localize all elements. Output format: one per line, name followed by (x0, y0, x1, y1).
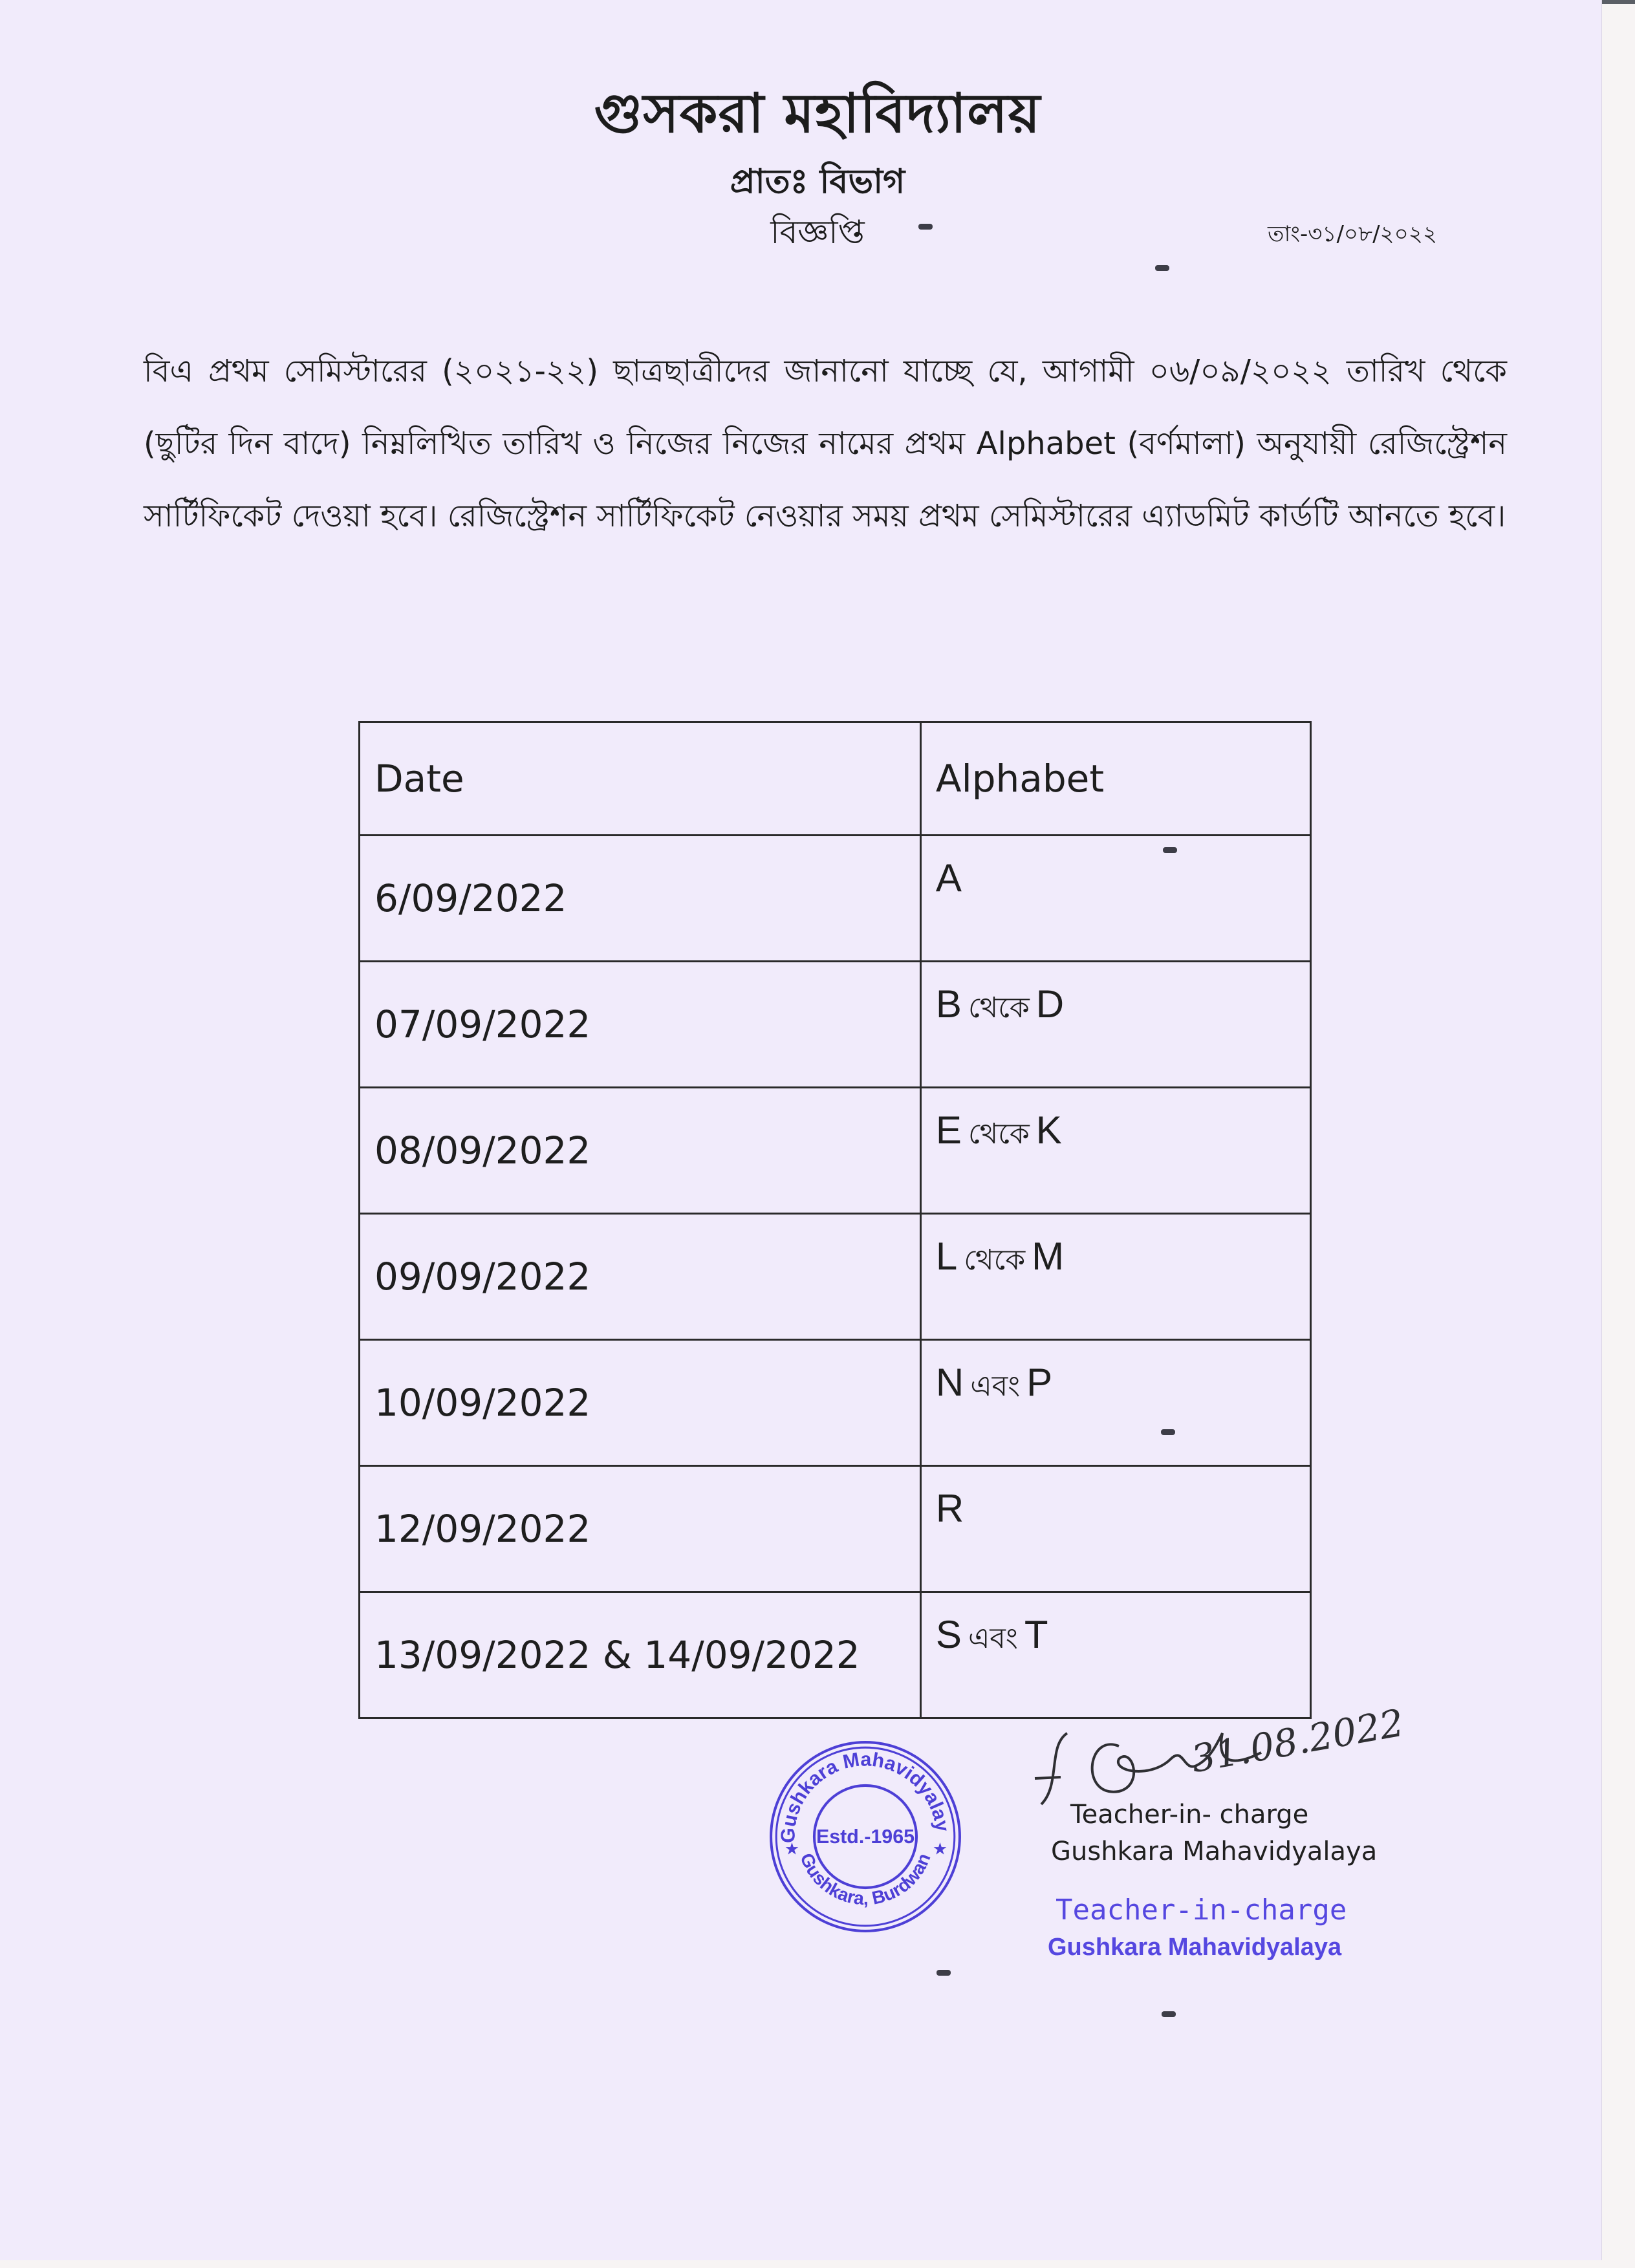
reference-date: তাং-৩১/০৮/২০২২ (1268, 221, 1437, 247)
scan-speck (1155, 265, 1169, 271)
alphabet-from: S (935, 1613, 962, 1656)
table-row (360, 1466, 1311, 1592)
alphabet-from: A (935, 856, 962, 900)
scan-speck (918, 224, 933, 230)
seal-outer-top-text: Gushkara Mahavidyalay (777, 1748, 954, 1844)
date-cell: 08/09/2022 (360, 1088, 921, 1214)
alphabet-conj: থেকে (968, 991, 1030, 1024)
alphabet-cell (920, 1466, 1310, 1592)
department-heading: প্রাতঃ বিভাগ (730, 162, 905, 201)
alphabet-from: E (935, 1108, 962, 1152)
table-row (360, 1340, 1311, 1466)
seal-graphic (767, 1738, 964, 1935)
signatory-designation: Teacher-in- charge (1070, 1800, 1309, 1830)
notice-heading: বিজ্ঞপ্তি (770, 213, 865, 251)
table-row (360, 1088, 1311, 1214)
table-row (360, 962, 1311, 1088)
alphabet-from: L (935, 1235, 958, 1278)
table-row (360, 1592, 1311, 1718)
alphabet-cell (920, 836, 1310, 962)
alphabet-from: B (935, 982, 962, 1026)
alphabet-conj: এবং (968, 1622, 1018, 1655)
date-cell: 12/09/2022 (360, 1466, 921, 1592)
signature-date: 31.08.2022 (1187, 1700, 1407, 1782)
alphabet-conj: থেকে (968, 1118, 1030, 1150)
institution-stamp: Gushkara Mahavidyalaya (1048, 1934, 1342, 1961)
date-cell: 6/09/2022 (360, 836, 921, 962)
alphabet-cell (920, 1088, 1310, 1214)
scan-speck (1163, 847, 1177, 853)
scan-speck (1161, 1429, 1175, 1435)
column-header-alphabet: Alphabet (920, 722, 1310, 836)
scan-speck (937, 1970, 951, 1976)
seal-outer-bottom-text: Gushkara, Burdwan (796, 1850, 935, 1910)
star-icon: ★ (785, 1841, 799, 1857)
date-cell: 07/09/2022 (360, 962, 921, 1088)
date-cell: 13/09/2022 & 14/09/2022 (360, 1592, 921, 1718)
alphabet-to: K (1035, 1108, 1062, 1152)
alphabet-to: T (1024, 1613, 1048, 1656)
schedule-table (358, 721, 1312, 1719)
alphabet-from: R (935, 1487, 964, 1530)
alphabet-to: M (1032, 1235, 1065, 1278)
table-header-row (360, 722, 1311, 836)
alphabet-cell (920, 1592, 1310, 1718)
table-row (360, 836, 1311, 962)
institution-title: গুসকরা মহাবিদ্যালয় (594, 81, 1041, 145)
date-cell: 10/09/2022 (360, 1340, 921, 1466)
scan-edge (1602, 0, 1635, 4)
signatory-institution: Gushkara Mahavidyalaya (1051, 1837, 1378, 1866)
alphabet-conj: থেকে (964, 1244, 1026, 1277)
date-cell: 09/09/2022 (360, 1214, 921, 1340)
table-row (360, 1214, 1311, 1340)
alphabet-cell (920, 1214, 1310, 1340)
alphabet-cell (920, 1340, 1310, 1466)
designation-stamp: Teacher-in-charge (1056, 1894, 1347, 1927)
column-header-date: Date (360, 722, 921, 836)
college-seal (767, 1738, 964, 1935)
alphabet-cell (920, 962, 1310, 1088)
seal-center-text: Estd.-1965 (816, 1826, 915, 1848)
notice-body: বিএ প্রথম সেমিস্টারের (২০২১-২২) ছাত্রছাত্রীদের জানানো যাচ্ছে যে, আগামী ০৬/০৯/২০২২ তারিখ থেকে (ছুটির দিন বাদে) নিম্নলিখিত তারিখ ও নিজের নিজের নামের প্রথম Alphabet (বর্ণমালা) অনুযায়ী রেজিস্ট্রেশন সার্টিফিকেট দেওয়া হবে। রেজিস্ট্রেশন সার্টিফিকেট নেওয়ার সময় প্রথম সেমিস্টারের এ্যাডমিট কার্ডটি আনতে হবে। (144, 353, 1507, 534)
alphabet-to: D (1035, 982, 1065, 1026)
alphabet-from: N (935, 1361, 964, 1404)
scan-speck (1162, 2011, 1176, 2017)
alphabet-to: P (1026, 1361, 1053, 1404)
star-icon: ★ (933, 1841, 947, 1857)
alphabet-conj: এবং (970, 1370, 1021, 1403)
